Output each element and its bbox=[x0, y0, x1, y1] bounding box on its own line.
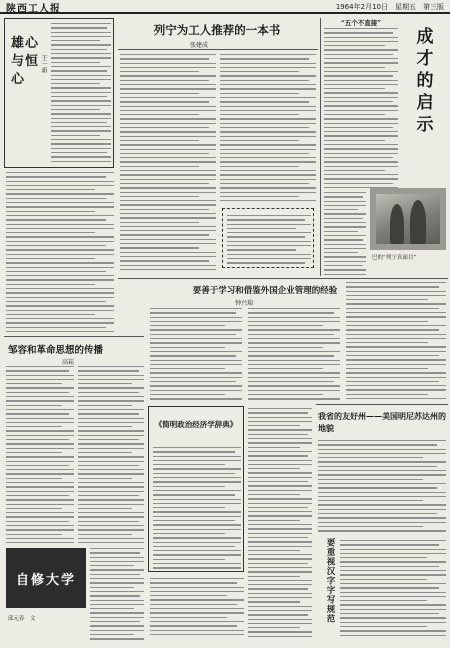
bottom-caption: 邱元春 文 bbox=[8, 616, 36, 622]
dict-bottom-col bbox=[150, 578, 244, 638]
right-lower-rule bbox=[316, 404, 448, 405]
article-friend-title: 我省的友好州——美国明尼苏达州的地貌 bbox=[318, 411, 446, 433]
article-success-body-bottom bbox=[324, 192, 366, 276]
issue-date: 1964年2月10日 星期五 第三版 bbox=[335, 3, 444, 11]
center-lower-col bbox=[248, 408, 312, 638]
lenin-photo bbox=[370, 188, 446, 250]
article-heart-body bbox=[51, 23, 111, 165]
article-heart-box bbox=[4, 18, 114, 168]
self-study-logo-text: 自修大学 bbox=[15, 572, 76, 588]
masthead bbox=[0, 0, 450, 14]
article-friend-body bbox=[318, 440, 446, 532]
article-pacha-byline: 高崧 bbox=[62, 359, 75, 366]
article-pacha-title: 邹容和革命思想的传播 bbox=[8, 345, 104, 356]
article-book-byline: 张建成 bbox=[190, 42, 209, 49]
article-book-body-right bbox=[220, 54, 316, 204]
article-heart-continued bbox=[6, 172, 114, 332]
article-study-title: 要善于学习和借鉴外国企业管理的经验 bbox=[192, 286, 338, 296]
article-book-title: 列宁为工人推荐的一本书 bbox=[153, 23, 281, 37]
article-right-subtitle: “五个不直接” bbox=[341, 19, 381, 27]
book-inset-note bbox=[222, 208, 314, 268]
article-success-title: 成才的启示 bbox=[416, 27, 438, 135]
newspaper-name: 陕西工人报 bbox=[6, 4, 61, 15]
article-study-byline: 钟兴瑞 bbox=[235, 300, 254, 307]
article-vertical-body bbox=[340, 540, 446, 638]
left-bottom-col bbox=[90, 548, 144, 640]
article-dict-title: 《简明政治经济学辞典》 bbox=[154, 420, 238, 429]
dict-box bbox=[148, 406, 244, 572]
article-book-rule bbox=[118, 49, 318, 50]
lenin-photo-caption: 巴的“列宁真面目” bbox=[372, 255, 417, 261]
self-study-logo bbox=[6, 548, 86, 608]
column-divider-right bbox=[320, 18, 321, 276]
article-vertical-title: 要重视汉字字写规范 bbox=[325, 538, 335, 624]
article-study-body-col2 bbox=[248, 308, 340, 400]
article-heart-title: 雄心与恒心 bbox=[11, 36, 40, 87]
mid-horizontal-rule bbox=[118, 278, 448, 279]
article-heart-byline: 王一新 bbox=[40, 55, 47, 73]
left-mid-rule bbox=[4, 336, 144, 337]
article-study-body-col1 bbox=[150, 308, 242, 400]
article-pacha-body-col1 bbox=[6, 366, 74, 544]
article-study-body-col3 bbox=[346, 282, 446, 400]
article-success-body-top bbox=[324, 28, 398, 188]
article-pacha-body-col2 bbox=[78, 366, 144, 544]
article-book-body-left bbox=[120, 54, 216, 270]
